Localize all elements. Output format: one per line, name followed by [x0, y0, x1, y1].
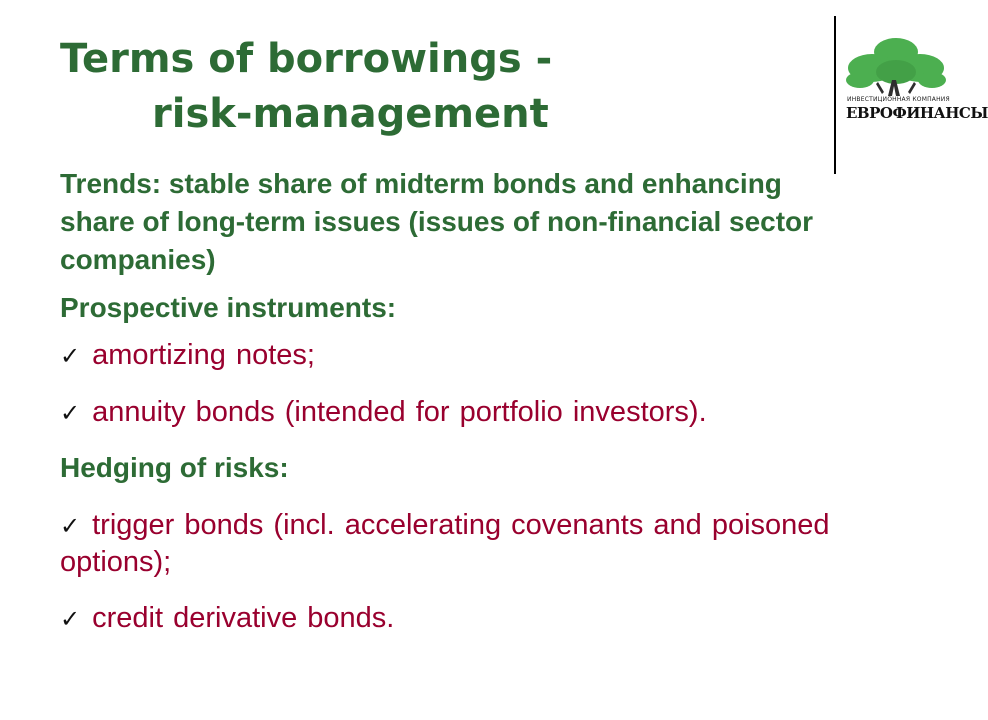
list-item-text: annuity bonds (intended for portfolio investors).	[92, 396, 707, 428]
list-item	[60, 394, 900, 431]
list-item	[60, 600, 900, 637]
slide-title	[60, 32, 552, 142]
list-item	[60, 507, 900, 580]
title-line-2: risk-management	[152, 91, 549, 137]
checkmark-icon: ✓	[60, 512, 81, 540]
title-line-1: Terms of borrowings -	[60, 36, 553, 82]
logo-name: ЕВРОФИНАНСЫ	[846, 104, 988, 122]
checkmark-icon: ✓	[60, 399, 81, 427]
checkmark-icon: ✓	[60, 342, 81, 370]
divider-line	[834, 16, 836, 174]
list-item-text: amortizing notes;	[92, 339, 315, 371]
prospective-heading: Prospective instruments:	[60, 292, 397, 323]
list-item	[60, 337, 900, 374]
list-item-text: trigger bonds (incl. accelerating covenants and poisoned options);	[60, 509, 830, 578]
list-item-text: credit derivative bonds.	[92, 602, 395, 634]
hedging-heading: Hedging of risks:	[60, 452, 289, 483]
slide-content	[60, 165, 900, 637]
logo-subtitle: ИНВЕСТИЦИОННАЯ КОМПАНИЯ	[847, 96, 950, 103]
checkmark-icon: ✓	[60, 605, 81, 633]
trends-text: Trends: stable share of midterm bonds and enhancing share of long-term issues (issues of non-financial sector companies)	[60, 168, 814, 275]
